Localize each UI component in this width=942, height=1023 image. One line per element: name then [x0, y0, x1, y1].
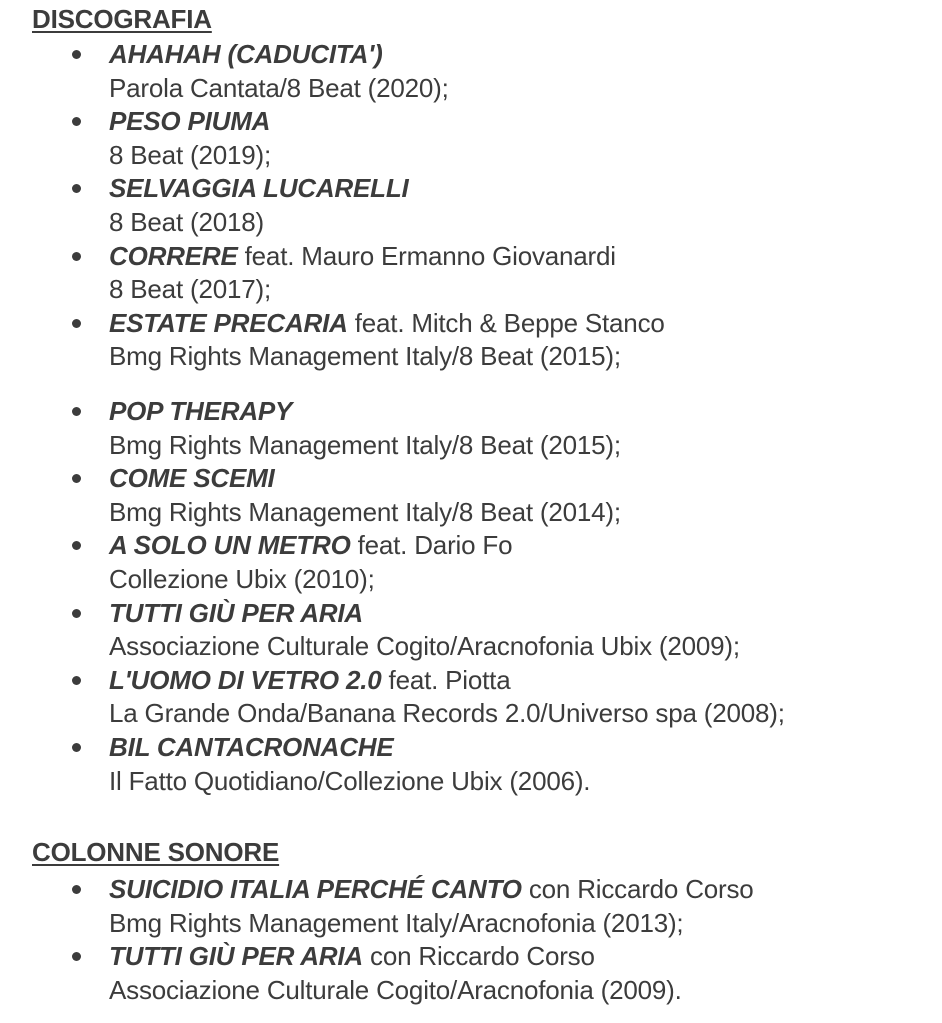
list-item: [0, 731, 785, 798]
colonne-sonore-heading: COLONNE SONORE: [32, 837, 280, 867]
release-title: COME SCEMI: [109, 463, 275, 494]
release-label: 8 Beat (2018): [109, 206, 264, 237]
soundtrack-title: TUTTI GIÙ PER ARIA: [109, 941, 363, 972]
list-item: [0, 597, 785, 664]
bullet-icon: [72, 117, 81, 126]
list-item: [0, 395, 785, 462]
release-title: PESO PIUMA: [109, 106, 271, 137]
discografia-heading: DISCOGRAFIA: [32, 4, 212, 34]
release-title: L'UOMO DI VETRO 2.0: [109, 664, 382, 695]
release-title: POP THERAPY: [109, 396, 293, 426]
bullet-icon: [72, 474, 81, 483]
release-title: BIL CANTACRONACHE: [109, 731, 394, 762]
bullet-icon: [72, 184, 81, 193]
colonne-sonore-list: [0, 873, 754, 1007]
release-title: ESTATE PRECARIA: [109, 307, 348, 338]
soundtrack-credit: con Riccardo Corso: [363, 941, 595, 972]
bullet-icon: [72, 743, 81, 752]
soundtrack-title: SUICIDIO ITALIA PERCHÉ CANTO: [109, 874, 522, 904]
bullet-icon: [72, 252, 81, 261]
release-title: SELVAGGIA LUCARELLI: [109, 173, 409, 204]
release-title: A SOLO UN METRO: [109, 530, 351, 561]
list-item: [0, 172, 665, 239]
discografia-list: [0, 38, 665, 374]
soundtrack-label: Bmg Rights Management Italy/Aracnofonia (2013);: [109, 907, 684, 938]
release-feat: feat. Mauro Ermanno Giovanardi: [237, 240, 616, 271]
release-label: Il Fatto Quotidiano/Collezione Ubix (2006).: [109, 765, 591, 796]
release-title: CORRERE: [109, 240, 238, 271]
release-label: Parola Cantata/8 Beat (2020);: [109, 72, 449, 103]
release-label: Bmg Rights Management Italy/8 Beat (2015);: [109, 429, 621, 460]
bullet-icon: [72, 407, 81, 416]
list-item: [0, 664, 785, 731]
list-item: [0, 940, 754, 1007]
list-item: [0, 38, 665, 105]
release-label: 8 Beat (2017);: [109, 274, 271, 305]
bullet-icon: [72, 952, 81, 961]
release-feat: feat. Piotta: [381, 664, 511, 695]
list-item: [0, 529, 785, 596]
soundtrack-label: Associazione Culturale Cogito/Aracnofonia (2009).: [109, 974, 682, 1005]
soundtrack-credit: con Riccardo Corso: [521, 874, 754, 904]
bullet-icon: [72, 319, 81, 328]
bullet-icon: [72, 885, 81, 894]
bullet-icon: [72, 609, 81, 618]
discografia-list-continued: [0, 395, 785, 798]
bullet-icon: [72, 676, 81, 685]
list-item: [0, 105, 665, 172]
bullet-icon: [72, 50, 81, 59]
list-item: [0, 462, 785, 529]
release-label: Bmg Rights Management Italy/8 Beat (2014);: [109, 496, 621, 527]
release-feat: feat. Mitch & Beppe Stanco: [347, 307, 665, 338]
release-label: La Grande Onda/Banana Records 2.0/Universo spa (2008);: [109, 698, 785, 729]
release-label: Collezione Ubix (2010);: [109, 563, 375, 594]
release-label: 8 Beat (2019);: [109, 139, 271, 170]
release-feat: feat. Dario Fo: [350, 530, 513, 561]
release-title: TUTTI GIÙ PER ARIA: [109, 597, 363, 628]
list-item: [0, 873, 754, 940]
list-item: [0, 307, 665, 374]
release-title: AHAHAH (CADUCITA'): [109, 39, 383, 69]
bullet-icon: [72, 541, 81, 550]
release-label: Bmg Rights Management Italy/8 Beat (2015);: [109, 341, 621, 372]
release-label: Associazione Culturale Cogito/Aracnofonia Ubix (2009);: [109, 631, 740, 662]
list-item: [0, 240, 665, 307]
